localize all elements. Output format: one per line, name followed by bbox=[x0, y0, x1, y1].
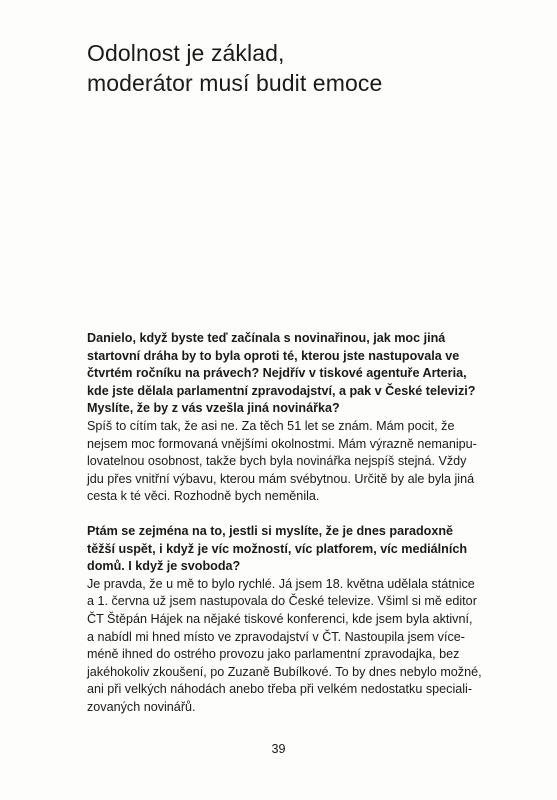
answer-1-line: jdu přes vnitřní výbavu, kterou mám svébytnou. Určitě by ale byla jiná bbox=[87, 471, 475, 486]
interview-text bbox=[87, 330, 487, 716]
paragraph-gap bbox=[87, 506, 487, 523]
answer-1-line: nejsem moc formovaná vnějšími okolnostmi. Mám výrazně nemanipu- bbox=[87, 436, 477, 451]
question-1-line: startovní dráha by to byla oproti té, kterou jste nastupovala ve bbox=[87, 348, 460, 363]
question-1-line: Danielo, když byste teď začínala s novinařinou, jak moc jiná bbox=[87, 331, 446, 345]
answer-1 bbox=[87, 418, 487, 506]
answer-1-line: Spíš to cítím tak, že asi ne. Za těch 51 let se znám. Mám pocit, že bbox=[87, 418, 455, 433]
answer-1-line: lovatelnou osobnost, takže bych byla novinářka nejspíš stejná. Vždy bbox=[87, 454, 467, 469]
answer-2-line: méně ihned do ostrého provozu jako parlamentní zpravodajka, bez bbox=[87, 647, 460, 662]
question-1-line: kde jste dělala parlamentní zpravodajství, a pak v České televizi? bbox=[87, 383, 476, 398]
answer-1-line: cesta k té věci. Rozhodně bych neměnila. bbox=[87, 489, 320, 504]
question-2-line: domů. I když je svoboda? bbox=[87, 559, 241, 574]
question-2-line: Ptám se zejména na to, jestli si myslíte, že je dnes paradoxně bbox=[87, 523, 454, 538]
answer-2-line: ČT Štěpán Hájek na nějaké tiskové konferenci, kde jsem byla aktivní, bbox=[87, 611, 473, 626]
answer-2-line: jakéhokoliv zkoušení, po Zuzaně Bubílkové. To by dnes nebylo možné, bbox=[87, 664, 482, 679]
chapter-title bbox=[87, 38, 507, 98]
question-2-line: těžší uspět, i když je víc možností, víc platforem, víc mediálních bbox=[87, 541, 468, 556]
page-number: 39 bbox=[271, 742, 286, 756]
answer-2-line: a nabídl mi hned místo ve zpravodajství v ČT. Nastoupila jsem více- bbox=[87, 629, 465, 644]
answer-2-line: Je pravda, že u mě to bylo rychlé. Já jsem 18. května udělala státnice bbox=[87, 576, 475, 591]
chapter-title-line-2: moderátor musí budit emoce bbox=[87, 70, 383, 96]
answer-2-line: ani při velkých náhodách anebo třeba při velkém nedostatku speciali- bbox=[87, 682, 473, 697]
question-1 bbox=[87, 330, 487, 418]
answer-2-line: a 1. června už jsem nastupovala do České televize. Všiml si mě editor bbox=[87, 594, 477, 609]
answer-2-line: zovaných novinářů. bbox=[87, 699, 196, 714]
answer-2 bbox=[87, 576, 487, 717]
question-1-line: Myslíte, že by z vás vzešla jiná novinářka? bbox=[87, 401, 340, 416]
question-2 bbox=[87, 523, 487, 576]
chapter-title-line-1: Odolnost je základ, bbox=[87, 40, 285, 66]
question-1-line: čtvrtém ročníku na právech? Nejdřív v tiskové agentuře Arteria, bbox=[87, 366, 467, 381]
